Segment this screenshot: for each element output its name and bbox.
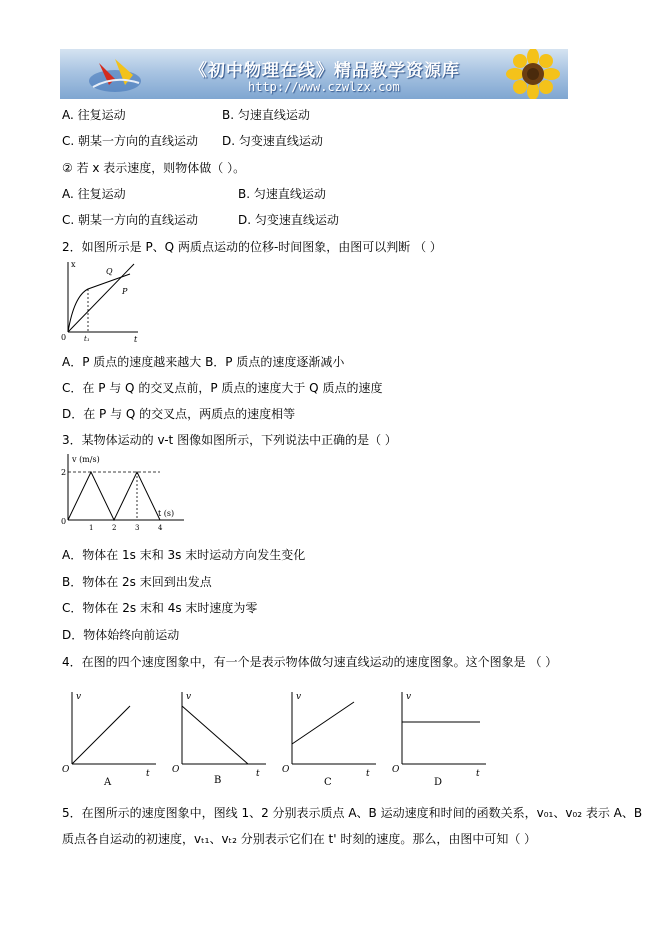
origin-label: 0 <box>61 333 67 342</box>
x-axis-label: t <box>134 335 138 344</box>
option-d: D. 匀变速直线运动 <box>238 213 339 227</box>
q-line-label: Q <box>106 267 113 276</box>
option-b: B. 匀速直线运动 <box>238 187 326 201</box>
x-axis-label: t <box>366 769 370 779</box>
origin-label: 0 <box>61 517 67 526</box>
option-d: D. 匀变速直线运动 <box>222 134 323 148</box>
t1-label: t₁ <box>84 335 90 343</box>
question-4-stem: 4．在图的四个速度图象中，有一个是表示物体做匀速直线运动的速度图象。这个图象是 （ ） <box>62 655 558 669</box>
y-axis-label: v (m/s) <box>72 455 100 464</box>
y-axis-label: v <box>76 692 82 702</box>
option-b: B. 匀速直线运动 <box>222 108 310 122</box>
option-c: C．物体在 2s 末和 4s 末时速度为零 <box>62 601 258 615</box>
x-tick-4: 4 <box>158 524 163 532</box>
position-time-graph <box>58 258 148 344</box>
x-tick-2: 2 <box>112 524 117 532</box>
question-5-stem-line1: 5．在图所示的速度图象中，图线 1、2 分别表示质点 A、B 运动速度和时间的函数关系，v₀₁、v₀₂ 表示 A、B <box>62 806 643 820</box>
x-tick-3: 3 <box>135 524 140 532</box>
sub-question-2: ② 若 x 表示速度，则物体做（ ）。 <box>62 161 246 175</box>
x-axis-label: t (s) <box>158 509 175 518</box>
origin-label: O <box>282 765 290 775</box>
header-banner <box>60 49 568 99</box>
velocity-graph-d <box>390 688 490 788</box>
banner-title: 《初中物理在线》精品教学资源库 <box>190 61 460 81</box>
graph-label-a: A <box>104 777 112 788</box>
velocity-graph-a <box>60 688 160 788</box>
origin-label: O <box>172 765 180 775</box>
x-tick-1: 1 <box>89 524 94 532</box>
option-b: B．物体在 2s 末回到出发点 <box>62 575 212 589</box>
p-curve-label: P <box>122 287 128 296</box>
x-axis-label: t <box>476 769 480 779</box>
option-a: A. 往复运动 <box>62 187 126 201</box>
graph-label-c: C <box>324 777 332 788</box>
option-c: C．在 P 与 Q 的交叉点前，P 质点的速度大于 Q 质点的速度 <box>62 381 383 395</box>
x-axis-label: t <box>256 769 260 779</box>
y-axis-label: v <box>296 692 302 702</box>
velocity-graph-b <box>170 688 270 788</box>
logo-icon <box>85 49 145 99</box>
option-a: A. 往复运动 <box>62 108 126 122</box>
option-d: D．在 P 与 Q 的交叉点，两质点的速度相等 <box>62 407 296 421</box>
graph-label-d: D <box>434 777 443 788</box>
y-axis-label: v <box>186 692 192 702</box>
question-2-stem: 2．如图所示是 P、Q 两质点运动的位移-时间图象，由图可以判断 （ ） <box>62 240 442 254</box>
y-axis-label: v <box>406 692 412 702</box>
option-ab: A．P 质点的速度越来越大 B．P 质点的速度逐渐减小 <box>62 355 345 369</box>
velocity-graph-c <box>280 688 380 788</box>
sunflower-icon <box>498 49 568 99</box>
velocity-time-graph <box>58 452 188 532</box>
origin-label: O <box>392 765 400 775</box>
option-c: C. 朝某一方向的直线运动 <box>62 134 199 148</box>
question-5-stem-line2: 质点各自运动的初速度，vₜ₁、vₜ₂ 分别表示它们在 t' 时刻的速度。那么，由图中可知（ ） <box>62 832 537 846</box>
option-c: C. 朝某一方向的直线运动 <box>62 213 199 227</box>
y-axis-label: x <box>71 260 76 269</box>
x-axis-label: t <box>146 769 150 779</box>
question-3-stem: 3．某物体运动的 v-t 图像如图所示，下列说法中正确的是（ ） <box>62 433 397 447</box>
origin-label: O <box>62 765 70 775</box>
option-a: A．物体在 1s 末和 3s 末时运动方向发生变化 <box>62 548 306 562</box>
option-d: D．物体始终向前运动 <box>62 628 180 642</box>
banner-url: http://www.czwlzx.com <box>248 80 400 94</box>
y-mark-label: 2 <box>61 468 67 477</box>
graph-label-b: B <box>214 775 222 786</box>
